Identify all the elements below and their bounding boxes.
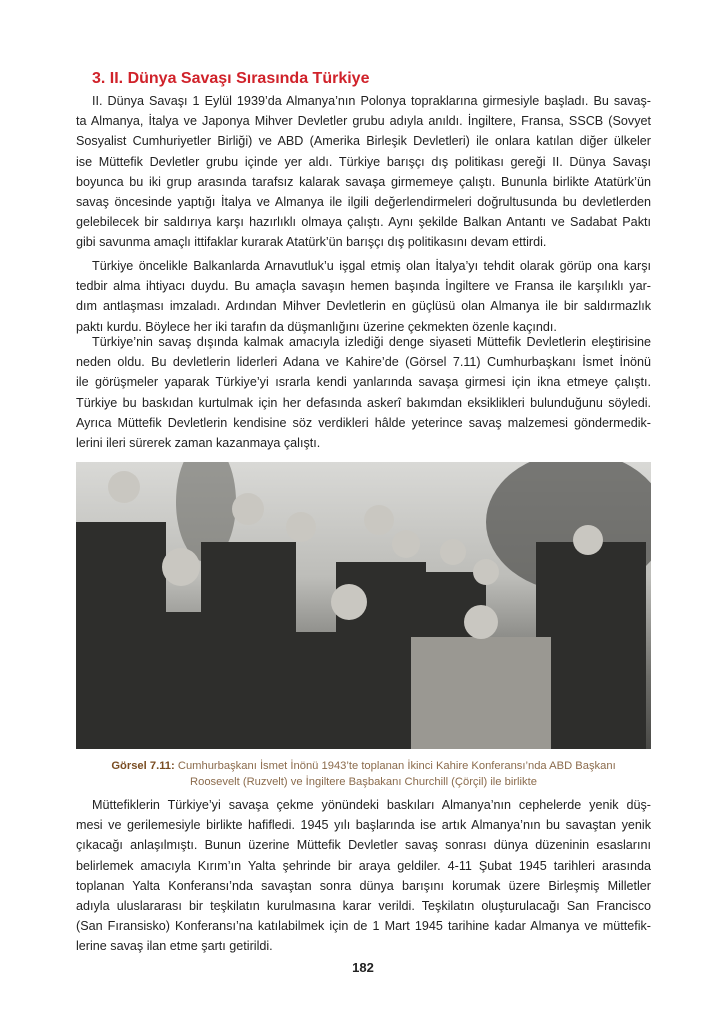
text-line: ile görüşmeler yaparak Türkiye’yi ısrarla kendi yanlarında savaşa girmesi için ikna etmeye çalıştı. [76,375,651,390]
text-line: toplanan Yalta Konferansı’nda savaştan sonra dünya barışını korumak üzere Birleşmiş Milletler [76,878,651,893]
text-line: belirlemek amacıyla Kırım’ın Yalta şehrinde bir araya geldiler. 4-11 Şubat 1945 tarihleri arasında [76,858,651,873]
text-line: mesi ve gerilemesiyle birlikte hafifledi. 1945 yılı başlarında ise artık Almanya’nın bu savaştan yenik [76,818,651,833]
text-line: Türkiye’nin savaş dışında kalmak amacıyla izlediği denge siyaseti Müttefik Devletlerin eleştirisine [92,335,651,349]
text-line: neden oldu. Bu devletlerin liderleri Adana ve Kahire’de (Görsel 7.11) Cumhurbaşkanı İsmet İnönü [76,355,651,370]
text-line: II. Dünya Savaşı 1 Eylül 1939’da Almanya’nın Polonya topraklarına girmesiyle başladı. Bu savaş- [92,94,651,108]
page-number: 182 [352,960,374,975]
caption-line-2: Roosevelt (Ruzvelt) ve İngiltere Başbakanı Churchill (Çörçil) ile birlikte [190,776,537,788]
paragraph-4 [76,795,651,957]
historical-photo [76,462,651,749]
text-line: gelebilecek bir saldırıya karşı hazırlıklı olmaya çalıştı. Aynı şekilde Balkan Antantı ve Sadabat Paktı [76,215,651,230]
text-line: ta Almanya, İtalya ve Japonya Mihver Devletler grubu adıyla anıldı. İngiltere, Fransa, SSCB (Sovyet [76,114,651,129]
text-line: lerini ileri sürerek zaman kazanmaya çalıştı. [76,435,321,450]
text-line: adıyla uluslararası bir teşkilatın kurulmasına karar verildi. Teşkilatın oluşturulacağı San Francisco [76,898,651,913]
text-line: ise Müttefik Devletler grubu içinde yer aldı. Türkiye barışçı dış politikası gereği II. Dünya Savaşı [76,154,651,169]
text-line: Ayrıca Müttefik Devletlerin kendisine söz verdikleri hâlde yeterince savaş malzemesi göndermedik- [76,415,651,430]
paragraph-1 [76,91,651,253]
paragraph-3 [76,332,651,453]
text-line: savaş öncesinde yaptığı İtalya ve Almanya ile ilgili değerlendirmeleri doğrultusunda bu devletlerden [76,194,651,209]
text-line: çıkacağı anlaşılmıştı. Bunun üzerine Müttefik Devletler savaş sonrası dünya düzeninin esaslarını [76,838,651,853]
text-line: Müttefiklerin Türkiye’yi savaşa çekme yönündeki baskıları Almanya’nın cephelerde yenik düş- [92,798,651,812]
text-line: gibi savunma amaçlı ittifaklar kurarak Atatürk’ün barışçı dış politikasını devam ettirdi. [76,235,547,250]
text-line: Türkiye öncelikle Balkanlarda Arnavutluk’u işgal etmiş olan İtalya’yı tehdit olarak görüp ona karşı [92,259,651,273]
figure-label: Görsel 7.11: [111,760,175,772]
caption-line-1: Cumhurbaşkanı İsmet İnönü 1943’te toplanan İkinci Kahire Konferansı’nda ABD Başkanı [174,760,616,772]
text-line: Türkiye bu baskıdan kurtulmak için her defasında askerî bakımdan eksiklikleri bulunduğunu söyledi. [76,395,651,410]
text-line: boyunca bu iki grup arasında tarafsız kalarak savaşa girmemeye çalıştı. Bununla birlikte Atatürk’ün [76,174,651,189]
text-line: Sosyalist Cumhuriyetler Birliği) ve ABD (Amerika Birleşik Devletleri) ile onlara katılan diğer ülkeler [76,134,651,149]
section-title: 3. II. Dünya Savaşı Sırasında Türkiye [92,70,370,87]
text-line: lerine savaş ilan etme şartı getirildi. [76,939,273,954]
text-line: (San Fıransisko) Konferansı’na katılabilmek için de 1 Mart 1945 tarihine kadar Almanya ve müttefik- [76,919,651,934]
text-line: tedbir alma ihtiyacı duydu. Bu amaçla savaşın hemen başında İngiltere ve Fransa ile karşılıklı yar- [76,279,651,294]
figure-caption [76,758,651,790]
text-line: paktı kurdu. Böylece her iki tarafın da düşmanlığını üzerine çekmekten özenle kaçındı. [76,319,557,334]
paragraph-2 [76,256,651,337]
photo-illustration [76,462,651,749]
text-line: dım antlaşması imzaladı. Ardından Mihver Devletlerin en güçlüsü olan Almanya ile bir saldırmazlık [76,299,651,314]
